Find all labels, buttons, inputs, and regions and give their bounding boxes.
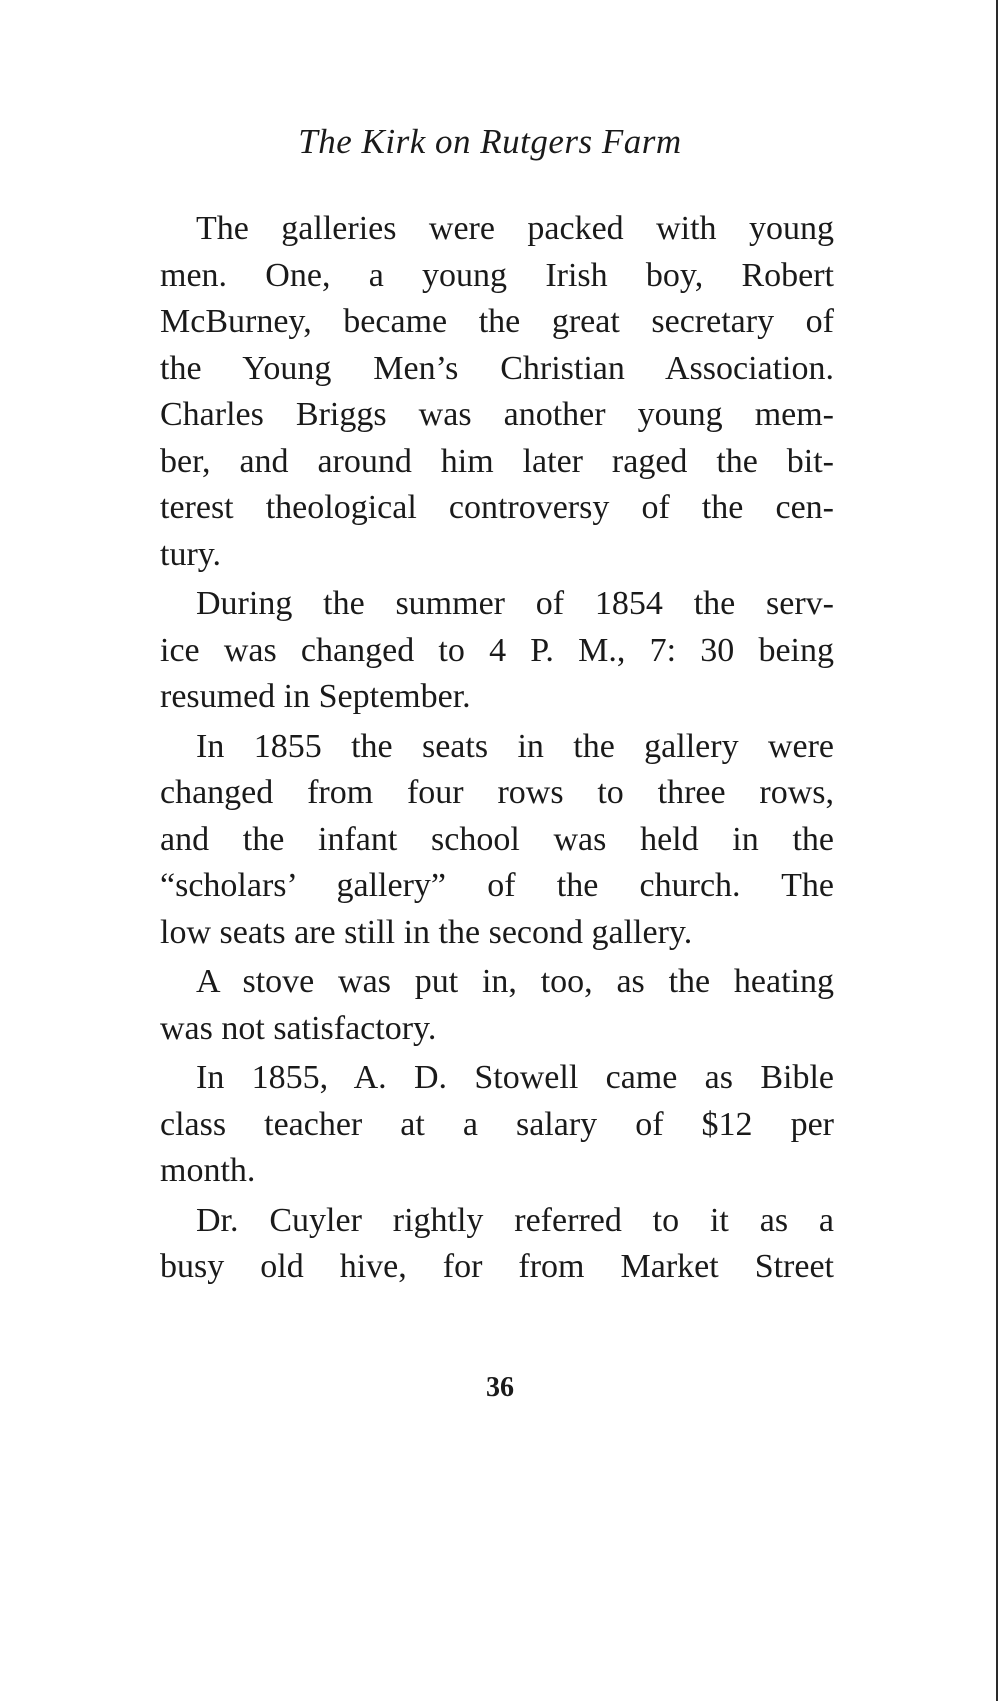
text-line: the Young Men’s Christian Association. xyxy=(160,349,834,387)
paragraph-stowell xyxy=(160,1055,834,1195)
page-edge-rule xyxy=(996,0,998,1701)
paragraph-summer-1854 xyxy=(160,581,834,721)
text-line: A stove was put in, too, as the heating xyxy=(196,963,834,1000)
text-line: was not satisfactory. xyxy=(160,1009,437,1047)
text-line: busy old hive, for from Market Street xyxy=(160,1248,834,1285)
text-line: ice was changed to 4 P. M., 7: 30 being xyxy=(160,631,834,669)
text-line: McBurney, became the great secretary of xyxy=(160,303,834,340)
page-number: 36 xyxy=(486,1372,514,1403)
text-line: The galleries were packed with young xyxy=(196,210,834,247)
text-line: Charles Briggs was another young mem- xyxy=(160,396,834,433)
paragraph-galleries xyxy=(160,206,834,578)
text-line: ber, and around him later raged the bit- xyxy=(160,442,834,480)
text-line: low seats are still in the second gallery. xyxy=(160,913,693,951)
text-line: In 1855, A. D. Stowell came as Bible xyxy=(196,1059,834,1096)
text-line: tury. xyxy=(160,535,222,573)
text-line: In 1855 the seats in the gallery were xyxy=(196,727,834,765)
running-head: The Kirk on Rutgers Farm xyxy=(298,122,682,161)
text-line: terest theological controversy of the cen- xyxy=(160,489,834,526)
text-line: changed from four rows to three rows, xyxy=(160,774,834,811)
body-text xyxy=(160,206,834,1294)
text-line: men. One, a young Irish boy, Robert xyxy=(160,256,834,294)
text-line: month. xyxy=(160,1152,256,1189)
text-line: resumed in September. xyxy=(160,678,471,715)
paragraph-gallery-seats xyxy=(160,724,834,957)
text-line: “scholars’ gallery” of the church. The xyxy=(160,867,834,904)
text-line: class teacher at a salary of $12 per xyxy=(160,1105,834,1143)
text-line: During the summer of 1854 the serv- xyxy=(196,585,834,622)
text-line: and the infant school was held in the xyxy=(160,820,834,858)
text-line: Dr. Cuyler rightly referred to it as a xyxy=(196,1201,834,1239)
paragraph-stove xyxy=(160,959,834,1052)
paragraph-cuyler xyxy=(160,1198,834,1291)
